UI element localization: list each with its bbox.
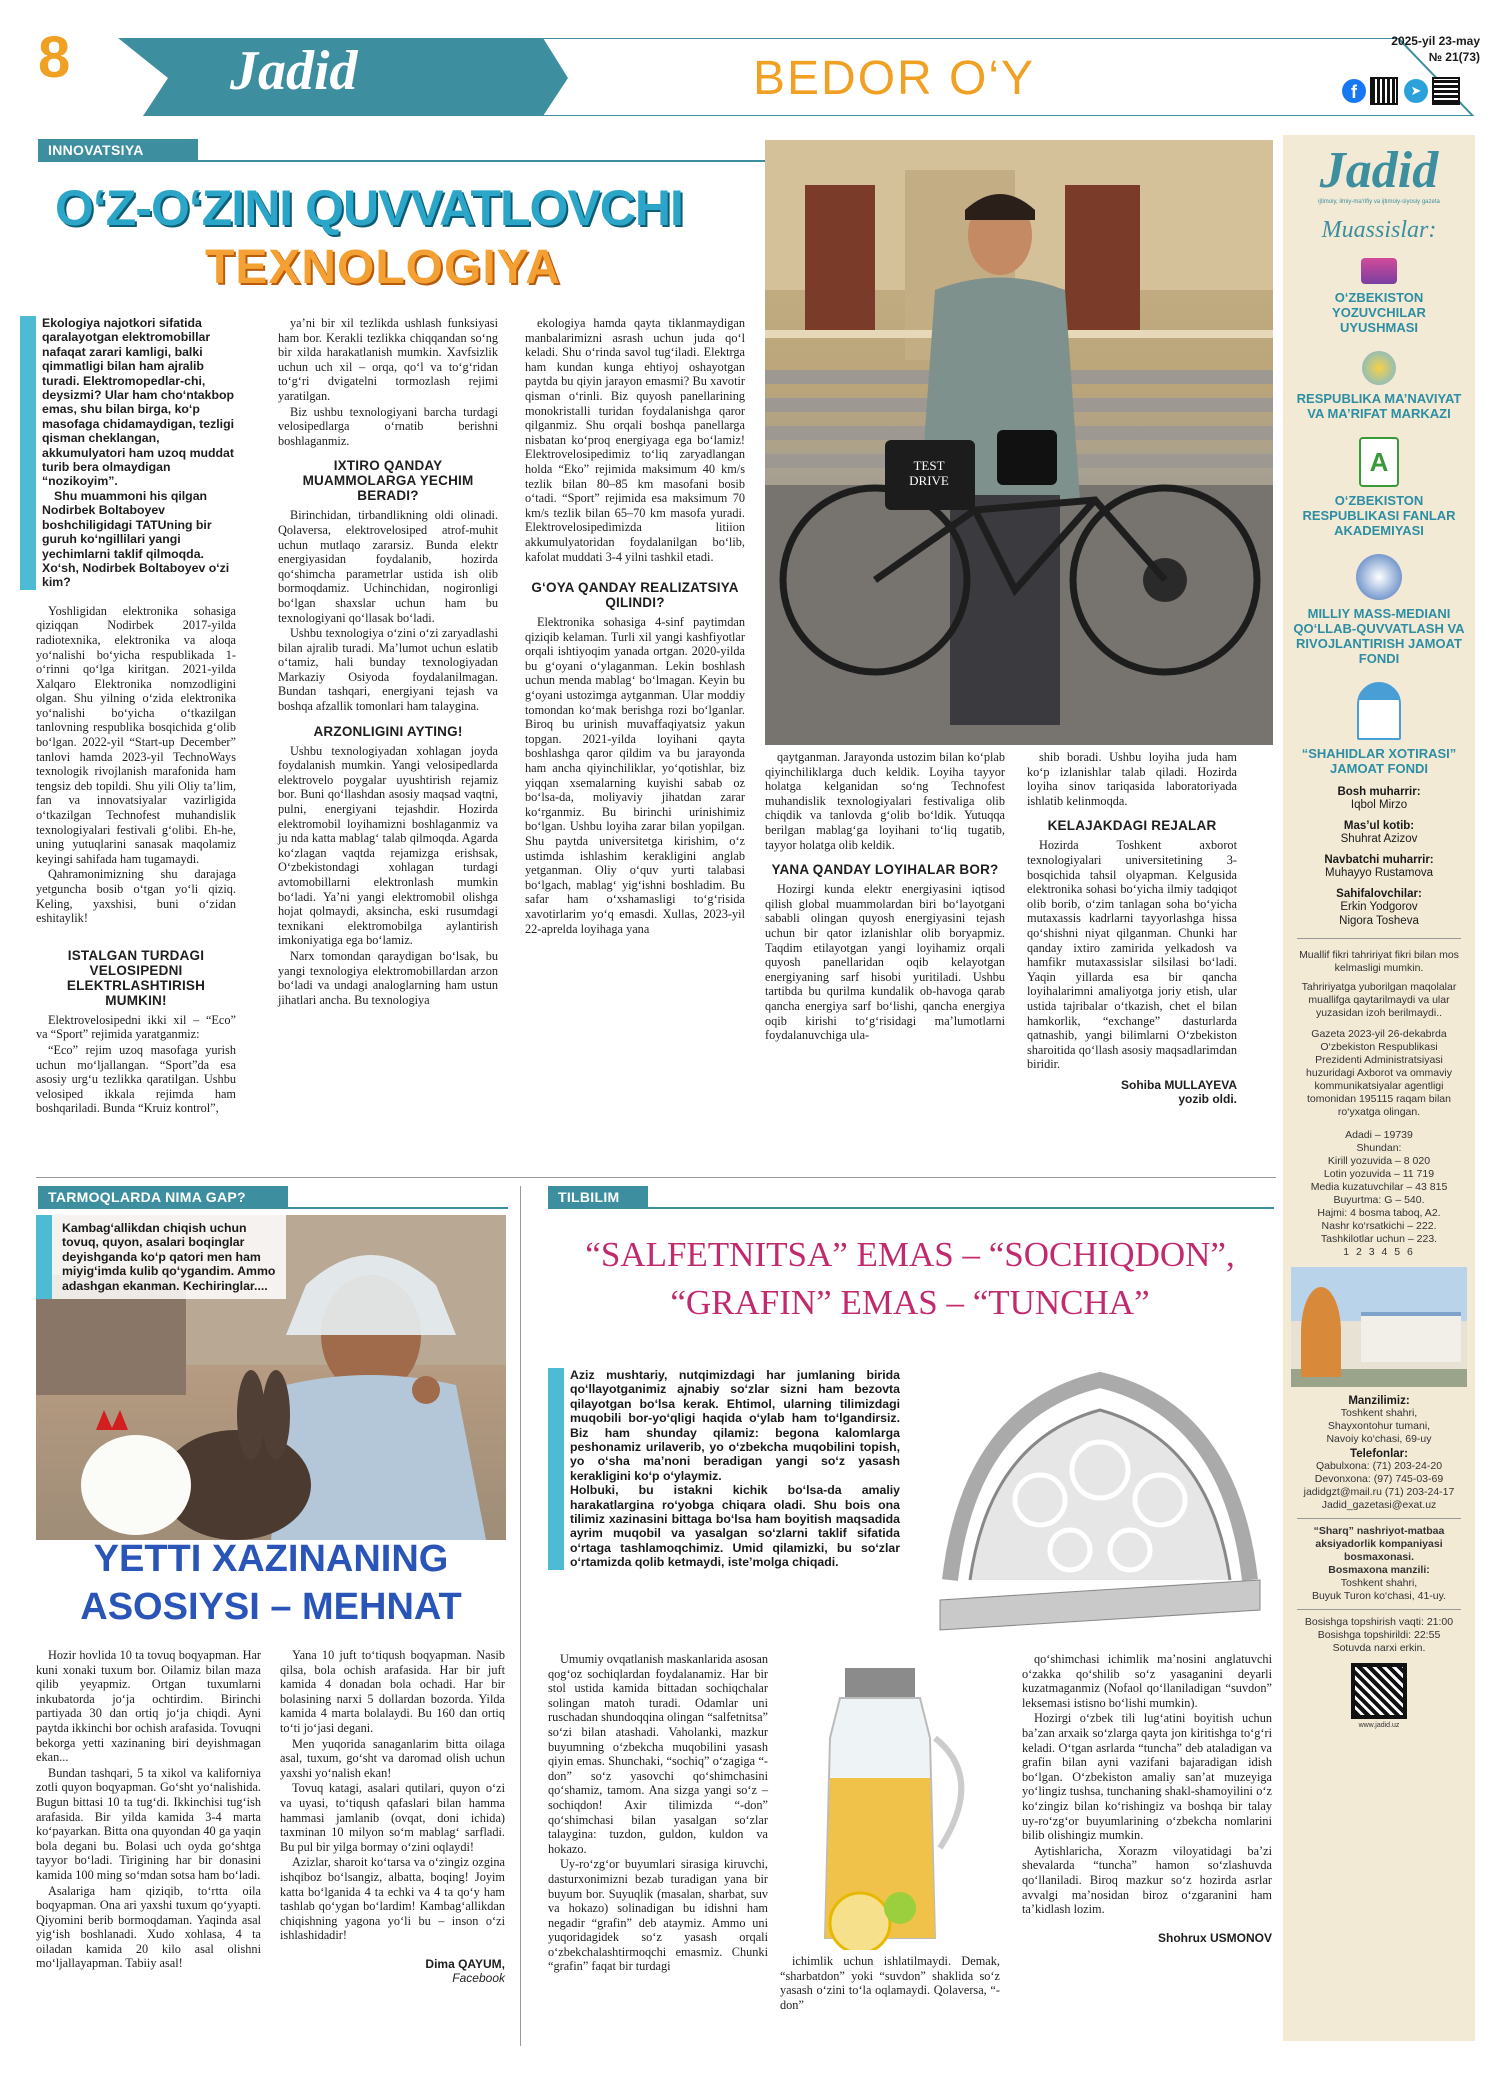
telegram-icon[interactable]: ➤ [1404,79,1428,103]
index-line: Nashr ko‘rsatkichi – 222. [1321,1220,1437,1232]
website-link[interactable]: www.jadid.uz [1358,1722,1400,1729]
rubric-linguistics: TILBILIM [548,1186,648,1208]
phone-line: Qabulxona: (71) 203-24-20 [1315,1460,1443,1472]
founder-emblem-icon [1356,554,1402,600]
printer-address: Buyuk Turon ko‘chasi, 41-uy. [1311,1590,1447,1602]
address-line: Navoiy ko‘chasi, 69-uy [1326,1433,1432,1445]
page-number: 8 [38,25,71,90]
qr-code-icon[interactable] [1432,77,1460,105]
subheading: YANA QANDAY LOYIHALAR BOR? [771,862,999,878]
facebook-icon[interactable]: f [1342,79,1366,103]
paragraph: Hozir hovlida 10 ta tovuq boqyapman. Har kuni xonaki tuxum bor. Oilamiz bilan maza qilib yeyapmiz. Ortgan tuxumlarni inkubatorda jo‘ja ochtirdim. Birinchi partiyada 30 dan ortiq jo‘ja chiqdi. Ayni paytda ikkinchi bor ochish arafasida. Tovuqni bekorga yetti xazinaning biri deyishmagan ekan... [36,1648,261,1765]
email-link[interactable]: jadidgzt@mail.ru (71) 203-24-17 [1303,1486,1455,1498]
address-line: Toshkent shahri, [1340,1407,1418,1419]
staff-name: Nigora Tosheva [1339,915,1419,927]
index-line: Tashkilotlar uchun – 223. [1320,1233,1438,1245]
founder-emblem-icon [1357,682,1401,740]
sidebar-tagline: ijtimoiy, ilmiy-ma'rifiy va ijtimoiy-siyosiy gazeta [1318,199,1440,205]
carafe-photo [780,1668,1000,1950]
index-line: Buyurtma: G – 540. [1333,1194,1425,1206]
paragraph: ichimlik uchun ishlatilmaydi. Demak, “sharbatdon” yoki “suvdon” shaklida so‘z yasash o‘zini to‘la oqlamaydi. Qolaversa, “-don” [780,1954,1000,2012]
founder-emblem-icon [1362,351,1396,385]
founder-item: O‘ZBEKISTON RESPUBLIKASI FANLAR AKADEMIYASI [1302,493,1456,538]
building-photo [1291,1267,1467,1387]
bike-sign: TEST DRIVE [909,458,949,488]
address-label: Manzilimiz: [1348,1395,1410,1407]
article-column [36,1648,261,1972]
staff-role: Bosh muharrir: [1337,786,1421,798]
section-divider [36,1177,1276,1178]
subheading: IXTIRO QANDAY MUAMMOLARGA YECHIM BERADI? [302,458,474,504]
paragraph: Ushbu texnologiya o‘zini o‘zi zaryadlashi bilan ajralib turadi. Ma’lumot uchun eslatib o‘tamiz, hali bunday texnologiyadan Markaziy Osiyoda foydalanilmagan. Bundan tashqari, energiyani tejash va boshqa afzallik tomonlari ham talaygina. [278,626,498,714]
rubric-networks: TARMOQLARDA NIMA GAP? [38,1186,288,1208]
paragraph: Asalariga ham qiziqib, to‘rtta oila boqyapman. Ona ari yaxshi tuxum qo‘yyapti. Qiyomini berib bormoqdaman. Yaqinda asal yig‘ish boshlanadi. Xudo xohlasa, 4 ta oiladan kamida 20 kilo asal olishni mo‘ljallayapman. Tabiiy asal! [36,1883,261,1971]
article-title-accent: TEXNOLOGIYA [205,241,561,294]
staff-name: Muhayyo Rustamova [1324,867,1434,879]
paragraph: Aytishlaricha, Xorazm viloyatidagi ba’zi shevalarda “tuncha” hamon so‘zlashuvda qo‘llaniladi. Biroq mazkur so‘z hozirda asrlar avvalgi ma’nosidan biroz o‘zgaranini ham ta’kidlash lozim. [1022,1843,1272,1917]
founder-emblem-icon [1361,258,1397,284]
staff-role: Navbatchi muharrir: [1324,854,1434,866]
address-line: Shayxontohur tumani, [1327,1420,1431,1432]
sidebar-divider [1297,1609,1461,1610]
founder-emblem-icon: A [1359,437,1399,487]
founder-item: “SHAHIDLAR XOTIRASI” JAMOAT FONDI [1301,746,1457,776]
index-line: Shundan: [1356,1142,1402,1154]
index-line: Hajmi: 4 bosma taboq, A2. [1317,1207,1441,1219]
staff-role: Mas’ul kotib: [1343,820,1415,832]
index-line: Adadi – 19739 [1345,1129,1413,1141]
masthead-sidebar [1283,135,1475,2041]
article-column [765,750,1005,1044]
article-title: YETTI XAZINANING [93,1538,449,1580]
paragraph: “Eco” rejim uzoq masofaga yurish uchun mo‘ljallangan. “Sport”da esa asosiy urg‘u tezlikka qaratilgan. Ushbu velosiped ikkala rejimda ham boshqariladi. Bunda “Kruiz kontrol”, [36,1042,236,1116]
article-column [1022,1652,1272,1945]
inventor-bike-photo [765,140,1273,745]
page-header [0,0,1512,115]
article-column [548,1652,768,1975]
rubric-line [38,1207,508,1209]
social-icons [1342,77,1482,105]
paragraph: Hozirgi o‘zbek tili lug‘atini boyitish uchun ba’zan arxaik so‘zlarga qayta jon kiritishga to‘g‘ri keladi. O‘tgan asrlarda “tuncha” deb ataladigan va grafin bilan ayni vazifani bajaradigan idish bo‘lgan. O‘zbekiston amaliy san’at muzeyiga yo‘lingiz tushsa, tunchaning shakl-shamoyilini o‘z ko‘zingiz bilan ko‘rishingiz va boshqa bir talay uy-ro‘zg‘or buyumlarining o‘zbekcha nomlarini bilib olishingiz mumkin. [1022,1711,1272,1843]
paragraph: Umumiy ovqatlanish maskanlarida asosan qog‘oz sochiqlardan foydalanamiz. Har bir stol ustida kamida bittadan sochiqchalar solingan matoh turadi. Odamlar uni ruschadan shundoqqina olingan “salfetnitsa” so‘zi bilan atashadi. Vaholanki, mazkur buyumning o‘zbekcha muqobilini yasash qiyin emas. Shunchaki, “sochiq” o‘zagiga “-don” so‘z yasovchi qo‘shimchasini qo‘shamiz, tamom. Ana sizga yangi so‘z – sochiqdon! Axir tilimizda “-don” qo‘shimchasi bilan yasalgan so‘zlar talaygina: tuzdon, guldon, kuldon va hokazo. [548,1652,768,1856]
printer-address: Toshkent shahri, [1340,1577,1418,1589]
index-line: Media kuzatuvchilar – 43 815 [1310,1181,1448,1193]
author-signature: Shohrux USMONOV [1157,1930,1272,1945]
paragraph: Yana 10 juft to‘tiqush boqyapman. Nasib qilsa, bola ochish arafasida. Har bir juft kamida 4 donadan bola ochadi. Har bir bolasining narxi 5 dollardan bozorda. Yilda kamida 4 marta bolalaydi. Bu 160 dan ortiq to‘ti jo‘jasi degani. [280,1648,505,1735]
napkin-holder-photo [930,1350,1270,1650]
index-line: Kirill yozuvida – 8 020 [1327,1155,1431,1167]
paragraph: Elektrovelosipedni ikki xil – “Eco” va “Sport” rejimida yaratganmiz: [36,1012,236,1042]
paragraph: shib boradi. Ushbu loyiha juda ham ko‘p izlanishlar talab qiladi. Hozirda loyiha sinov tariqasida laboratoriyada ishlatib kelinmoqda. [1027,750,1237,808]
author-role: yozib oldi. [1178,1092,1237,1107]
section-title: BEDOR O‘Y [753,52,1036,105]
paragraph: Yoshligidan elektronika sohasiga qiziqqan Nodirbek 2017-yilda radiotexnika, elektronika va aloqa yo‘nalishi bo‘yicha respublikada 1-o‘rinni qo‘lga kiritgan. 2021-yilda Xalqaro Elektronika nomzodligini olgan. Shu yilning o‘zida elektronika yo‘nalishi bo‘yicha o‘tkazilgan tanlovning respublika bosqichida g‘olib bo‘lgan. 2022-yil “Start-up December” tanlovi hamda 2023-yil TechnoWays texnologik rivojlanish marafonida ham tengsiz deb topildi. Shu yili Oliy ta’lim, fan va innovatsiyalar vazirligida o‘tkazilgan Technofest muhandislik texnologiyalari festivali g‘olibi. Eh-he, uning yutuqlarini sanasak maqolamiz keyingi sahifada ham tugamaydi. [36,603,236,866]
author-signature: Sohiba MULLAYEVA [1120,1077,1237,1092]
index-line: 1 2 3 4 5 6 [1343,1246,1415,1258]
issue-date: 2025-yil 23-may [1391,34,1480,48]
price-line: Sotuvda narxi erkin. [1332,1642,1426,1654]
sidebar-brand[interactable]: Jadid [1319,142,1439,199]
article-title: ASOSIYSI – MEHNAT [80,1586,462,1628]
paragraph: Azizlar, sharoit ko‘tarsa va o‘zingiz ozgina ishqiboz bo‘lsangiz, albatta, boqing! Joyim katta bo‘lganida 4 ta echki va 4 ta qo‘y ham tashlab qo‘ygan bo‘lardim! Kambag‘allikdan chiqishning yagona yo‘li bu – inson o‘zi ishlashidadir! [280,1855,505,1943]
author-source: Facebook [452,1971,505,1986]
paragraph: qaytganman. Jarayonda ustozim bilan ko‘plab qiyinchiliklarga duch keldik. Loyiha tayyor holatga kelganidan so‘ng Technofest muhandislik texnologiyalari festivaliga olib chiqdik va tanlovda g‘olib bo‘ldik. Yutuqqa berilgan mablag‘ga loyihani to‘liq tugatib, tayyor holatga olib keldik. [765,750,1005,852]
paragraph: Elektronika sohasiga 4-sinf paytimdan qiziqib kelaman. Turli xil yangi kashfiyotlar orqali ishtiyoqim yanada ortgan. 2020-yilda bu g‘oyani o‘ylaganman. Lekin boshlash uchun menda mablag‘ bo‘lmagan. Keyin bu g‘oyani ustozimga aytganman. Ular moddiy tomondan ko‘mak berishga rozi bo‘lganlar. Biroq bu urinish muvaffaqiyatsiz yakun topgan. 2021-yilda loyihani qayta boshlashga qaror qildim va bu jarayonda ham ancha qiyinchiliklar, yo‘qotishlar, biz yiqqan xsemalarning kuyishi sabab oz bo‘lsa-da, moliyaviy jihatdan zarar ko‘rganmiz. Bu birinchi urinishimiz bo‘lgan. Ushbu loyiha zarar bilan yopilgan. Shu paytda universitetga kirishim, o‘z ustimda ishlashim kerakligini anglab yetganman. Oliy o‘quv yurti talabasi bo‘lgach, mablag‘ yig‘ishni boshladim. Bu safar ham o‘xshamasligi to‘g‘risida xavotirlarim yo‘q emasdi. Xullas, 2023-yil 22-aprelda loyihaga yana [525,615,745,936]
article-column [280,1648,505,1986]
paragraph: Men yuqorida sanaganlarim bitta oilaga asal, tuxum, go‘sht va daromad olish uchun yaxshi yo‘nalish ekan! [280,1736,505,1780]
paragraph: qo‘shimchasi ichimlik ma’nosini anglatuvchi o‘zakka qo‘shilib so‘z yasaganini deyarli kuzatmaganmiz (Nofaol qo‘llaniladigan “suvdon” leksemasi istisno bo‘lishi mumkin). [1022,1652,1272,1710]
article-title: O‘Z-O‘ZINI QUVVATLOVCHI [55,180,683,236]
phone-line: Devonxona: (97) 745-03-69 [1314,1473,1444,1485]
lead-paragraph: Aziz mushtariy, nutqimizdagi har jumlaning birida qo‘llayotganimiz ajnabiy so‘zlar sizni ham bezovta qilayotgan bo‘lsa kerak. Ehtimol, ularning tilimizdagi muqobili bor-yo‘qligi haqida o‘ylab ham to‘lgandirsiz. Biz ham shunday qilamiz: begona kalomlarga peshonamiz urilaverib, yo o‘zbekcha muqobilini topish, yo o‘sha ma’noni beradigan yangi so‘z yasash kerakligini ko‘p o‘ylaymiz. Holbuki, bu istakni kichik bo‘lsa-da amaliy harakatlargina ro‘yobga chiqara oladi. Shu bois ona tilimiz xazinasini bittaga bo‘lsa ham boyitish maqsadida ayrim muqobil va yasalgan so‘zlarni taklif sifatida o‘rtaga tashlamoqchimiz. Umid qilamizki, bu so‘zlar o‘rtamizda qolib ketmaydi, iste’molga chiqadi. [548,1368,900,1570]
article-title: “GRAFIN” EMAS – “TUNCHA” [670,1283,1150,1322]
registration-note: Gazeta 2023-yil 26-dekabrda O‘zbekiston Respublikasi Prezidenti Administratsiyasi huzuridagi Axborot va ommaviy kommunikatsiyalar agentligi tomonidan 195115 raqam bilan ro‘yxatga olingan. [1306,1028,1452,1118]
staff-name: Iqbol Mirzo [1350,799,1408,811]
article-column [1027,750,1237,1107]
paragraph: Narx tomondan qaraydigan bo‘lsak, bu yangi texnologiya elektromobillardan arzon bo‘ladi va undagi analoglarning ham ustun jihatlari ancha. Bu texnologiya [278,948,498,1007]
disclaimer: Tahririyatga yuborilgan maqolalar muallifga qaytarilmaydi va ular yuzasidan izoh berilmaydi.. [1301,981,1457,1019]
paragraph: Ushbu texnologiyadan xohlagan joyda foydalanish mumkin. Yangi velosipedlarda elektrovelo poygalar uyushtirish rejamiz bor. Buni qo‘llashdan asosiy maqsad vaqtni, pulni, energiyani tejashdir. Hozirda elektromobil loyihamizni boshlaganmiz va ju nda katta mablag‘ talab qilmoqda. Agarda ko‘zlagan vaqtda rejamizga erishsak, O‘zbekistondagi xohlagan turdagi avtomobillarni elektronlash mumkin bo‘ladi. Ya’ni yangi elektromobil olishga hojat qolmaydi, aksincha, eski rusumdagi texnikani elektromobilga aylantirish imkoniyatiga ega bo‘lamiz. [278,743,498,948]
article-column [780,1954,1000,2013]
rubric-line [548,1207,1274,1209]
subheading: ISTALGAN TURDAGI VELOSIPEDNI ELEKTRLASHTIRISH MUMKIN! [66,947,206,1008]
sidebar-divider [1297,1518,1461,1519]
paragraph: Tovuq katagi, asalari qutilari, quyon o‘zi va uyasi, to‘tiqush qafaslari bilan hamma hammasi jamlanib (ovqat, doni ichida) taxminan 10 milyon so‘m mablag‘ sarfladi. Bu pul bir yilga bormay o‘zini oqlaydi! [280,1781,505,1854]
paragraph: Qahramonimizning shu darajaga yetguncha bosib o‘tgan yo‘li qiziq. Keling, yaxshisi, buni o‘zidan eshitaylik! [36,867,236,926]
article-title: “SALFETNITSA” EMAS – “SOCHIQDON”, [585,1235,1235,1274]
staff-list [1283,786,1475,928]
paragraph: Biz ushbu texnologiyani barcha turdagi velosipedlarga o‘rnatib berishni boshlaganmiz. [278,404,498,448]
farmer-animals-photo [36,1215,506,1540]
printer-name: “Sharq” nashriyot-matbaa aksiyadorlik kompaniyasi bosmaxonasi. [1313,1525,1445,1563]
qr-code-icon[interactable] [1351,1663,1407,1719]
index-line: Lotin yozuvida – 11 719 [1323,1168,1435,1180]
lead-paragraph: Ekologiya najotkori sifatida qaralayotgan elektromobillar nafaqat zarari kamligi, balki qimmatligi bilan ham ajralib turadi. Elektromopedlar-chi, deysizmi? Ular ham cho‘ntakbop emas, shu bilan birga, ko‘p masofaga chidamaydigan, tezligi qisman cheklangan, akkumulyatori ham uzoq muddat turib bera olmaydigan “nozikoyim”. Shu muammoni his qilgan Nodirbek Boltaboyev boshchiligidagi TATUning bir guruh ko‘ngillilari yangi yechimlarni taklif qilmoqda. Xo‘sh, Nodirbek Boltaboyev o‘zi kim? [20,316,236,590]
founder-item: RESPUBLIKA MA’NAVIYAT VA MA’RIFAT MARKAZI [1296,391,1462,421]
founder-item: O‘ZBEKISTON YOZUVCHILAR UYUSHMASI [1332,290,1426,335]
paragraph: Hozirda Toshkent axborot texnologiyalari universitetining 3-bosqichida tahsil olyapman. Kelgusida elektronika sohasi bo‘yicha ilmiy tadqiqot olib borib, o‘zim tanlagan soha bo‘yicha mutaxassis kadrlarni tayyorlashga hissa qo‘shishni niyat qilganman. Chunki har qanday ixtiro zamirida yelkadosh va hamfikr mutaxassislar silsilasi bo‘ladi. Yaqin yillarda esa bir qancha loyihalarimni amaliyotga joriy etish, ular ustida tajribalar o‘tkazish, chet el bilan hamkorlik, “exchange” dasturlarda qatnashib, yangi bilimlarni O‘zbekiston sharoitida qo‘llash asosiy maqsadlarimdan biridir. [1027,838,1237,1072]
author-signature: Dima QAYUM, [425,1956,505,1971]
deadline-line: Bosishga topshirildi: 22:55 [1317,1629,1441,1641]
subheading: ARZONLIGINI AYTING! [313,723,463,739]
circulation-info [1283,1129,1475,1259]
article-column [278,316,498,1008]
founders-label: Muassislar: [1321,217,1437,243]
subheading: G‘OYA QANDAY REALIZATSIYA QILINDI? [531,580,739,611]
article-column [36,316,236,1117]
rubric-innovation: INNOVATSIYA [38,139,198,161]
paragraph: Bundan tashqari, 5 ta xikol va kaliforniya zotli quyon boqyapman. Go‘sht yo‘nalishida. Bugun bittasi 10 ta tug‘di. Ikkinchisi tug‘ish arafasida. Bir yilda kamida 3-4 marta ko‘payarkan. Bitta ona quyondan 40 ga yaqin bola degani bu. Bolasi uch oyda go‘shtga tayyor bo‘ladi. Tirigining har bir donasini kamida 100 ming so‘mdan sotsa ham bo‘ladi. [36,1765,261,1882]
staff-role: Sahifalovchilar: [1336,888,1422,900]
paragraph: Uy-ro‘zg‘or buyumlari sirasiga kiruvchi, dasturxonimizni bezab turadigan yana bir buyum bor. Suyuqlik (masalan, sharbat, suv va hokazo) solinadigan bu idishni ham negadir “grafin” deb ataymiz. Ammo uni yuqoridagidek so‘z yasash orqali o‘zbekchalashtirmoqchi emasmiz. Chunki “grafin” faqat bir turdagi [548,1857,768,1974]
paragraph: ya’ni bir xil tezlikda ushlash funksiyasi ham bor. Kerakli tezlikka chiqqandan so‘ng bir xilda harakatlanish mumkin. Xavfsizlik uchun uch xil – orqa, qo‘l va to‘g‘ridan to‘g‘ri dvigatelni tormozlash rejimi yaratilgan. [278,316,498,403]
qr-code-icon[interactable] [1370,77,1398,105]
email-link[interactable]: Jadid_gazetasi@exat.uz [1321,1499,1437,1511]
staff-name: Shuhrat Azizov [1340,833,1418,845]
printer-address-label: Bosmaxona manzili: [1328,1564,1430,1576]
disclaimer: Muallif fikri tahririyat fikri bilan mos kelmasligi mumkin. [1299,949,1459,974]
issue-number: № 21(73) [1428,50,1480,64]
founder-item: MILLIY MASS-MEDIANI QO‘LLAB-QUVVATLASH VA RIVOJLANTIRISH JAMOAT FONDI [1293,606,1465,666]
deadline-line: Bosishga topshirish vaqti: 21:00 [1304,1616,1454,1628]
paragraph: Hozirgi kunda elektr energiyasini iqtisod qilish global muammolardan biri bo‘layotgani sababli olingan quyosh energiyasini tejash uchun bir qator izlanishlar olib boryapmiz. Taqdim etilayotgan yangi loyihamiz orqali quyosh panellaridan oqib kelayotgan energiyaning sarf hisobi yuritiladi. Ushbu tartibda bu qurilma kundalik ob-havoga qarab qancha energiya sarf bo‘lishi, qancha energiya oqib kirishi to‘g‘risidagi ma’lumotlarni foydalanuvchiga ula- [765,882,1005,1043]
paragraph: ekologiya hamda qayta tiklanmaydigan manbalarimizni asrash uchun juda qo‘l keladi. Shu o‘rinda savol tug‘iladi. Elektrga ham kundan kunga ehtiyoj oshayotgan paytda bu qiyin jarayon emasmi? Bu xavotir qisman o‘rinli. Biz quyosh panellarining monokristalli turidan foydalanishga qaror qilganmiz. Shu orqali boshqa panellarga nisbatan ko‘proq energiyaga ega bo‘lamiz! Elektrovelosipedimiz to‘liq zaryadlangan holda “Eko” rejimida maksimum 40 km/s tezlik bilan 80–85 km masofani bosib o‘tadi. “Sport” rejimida esa maksimum 70 km/s tezlik bilan 65–70 km masofa yuradi. Elektrovelosipedimizda litiion akkumulyatoridan foydalanilgan bo‘lib, kafolat muddati 3-4 yilni tashkil etadi. [525,316,745,564]
staff-name: Erkin Yodgorov [1340,901,1418,913]
sidebar-divider [1297,938,1461,939]
rubric-line [38,160,768,162]
brand-logo[interactable]: Jadid [230,40,358,102]
column-divider [520,1186,521,2046]
lead-callout: Kambag‘allikdan chiqish uchun tovuq, quyon, asalari boqinglar deyishganda ko‘p qatori men ham miyig‘imda kulib qo‘ygandim. Ammo adashgan ekanman. Kechiringlar.... [36,1215,286,1299]
phones-label: Telefonlar: [1350,1448,1408,1460]
article-column [525,316,745,937]
subheading: KELAJAKDAGI REJALAR [1047,818,1217,834]
paragraph: Birinchidan, tirbandlikning oldi olinadi. Qolaversa, elektrovelosiped atrof-muhit uchun mutlaqo zararsiz. Bunda elektr energiyasidan foydalanib, hozirda qo‘shimcha parametrlar ustida ish olib bormoqdamiz. Uchinchidan, nogironligi bo‘lgan shaxslar uchun ham bu texnologiyani qo‘llasak bo‘ladi. [278,508,498,625]
